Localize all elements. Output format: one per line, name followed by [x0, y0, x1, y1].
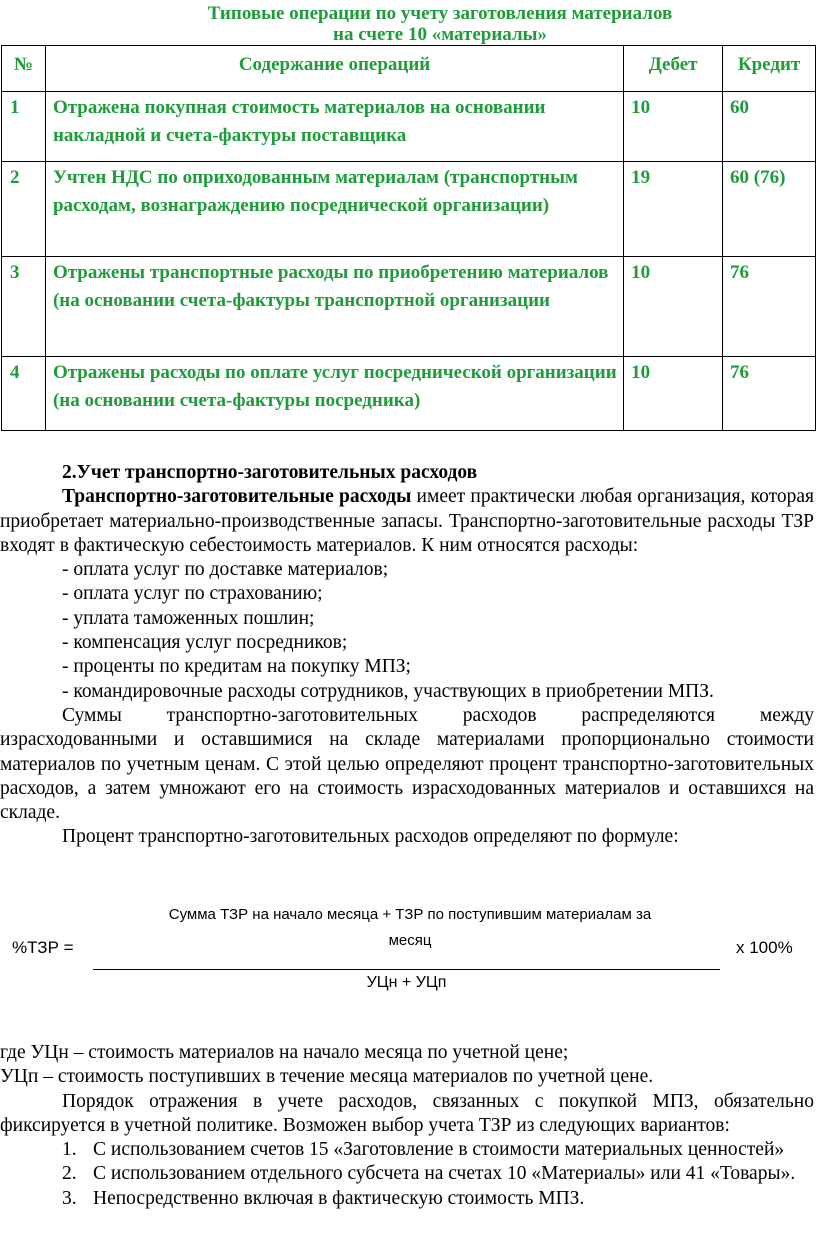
row-content: Отражены транспортные расходы по приобретению материалов (на основании счета-фактуры транспортной организации: [52, 262, 609, 311]
option-item: [0, 1162, 814, 1186]
row-num: 4: [10, 362, 20, 383]
row-credit: 60 (76): [730, 167, 786, 188]
row-debit: 10: [631, 97, 651, 118]
option-text: С использованием отдельного субсчета на счетах 10 «Материалы» или 41 «Товары».: [93, 1163, 796, 1185]
row-debit: 19: [631, 167, 651, 188]
table-header-row: [2, 46, 816, 92]
row-num: 3: [10, 262, 20, 283]
row-debit: 10: [631, 262, 651, 283]
row-num: 1: [10, 97, 20, 118]
intro-paragraph: [0, 485, 814, 558]
list-item: - оплата услуг по страхованию;: [62, 583, 323, 605]
numerator-line1: Сумма ТЗР на начало месяца + ТЗР по поступившим материалам за: [168, 906, 652, 923]
row-credit: 76: [730, 362, 750, 383]
formula-denominator: УЦн + УЦп: [366, 974, 447, 991]
definition-line: УЦп – стоимость поступивших в течение месяца материалов по учетной цене.: [0, 1066, 654, 1088]
list-item: - компенсация услуг посредников;: [62, 632, 348, 654]
option-number: 1.: [62, 1139, 77, 1161]
table-title-line2: на счете 10 «материалы»: [333, 24, 547, 45]
header-credit: Кредит: [723, 46, 816, 92]
list-item: - оплата услуг по доставке материалов;: [62, 559, 389, 581]
list-item: - проценты по кредитам на покупку МПЗ;: [62, 656, 411, 678]
row-content: Отражена покупная стоимость материалов на основании накладной и счета-фактуры поставщика: [52, 97, 546, 146]
table-row: [2, 92, 816, 162]
closing-body: [0, 1041, 814, 1211]
table-title-line1: Типовые операции по учету заготовления материалов: [207, 3, 673, 24]
option-item: [0, 1138, 814, 1162]
option-item: [0, 1187, 814, 1211]
header-content: Содержание операций: [45, 46, 623, 92]
header-debit: Дебет: [624, 46, 723, 92]
option-text: С использованием счетов 15 «Заготовление в стоимости материальных ценностей»: [93, 1139, 785, 1161]
intro-text: имеет практически любая организация, которая приобретает материально-производственные запасы. Транспортно-заготовительные расходы ТЗР входят в фактическую себестоимость материалов. К ним относятся расходы:: [0, 486, 814, 556]
formula-lhs: %ТЗР =: [12, 938, 74, 957]
row-content: Учтен НДС по оприходованным материалам (транспортным расходам, вознаграждению посреднической организации): [52, 167, 578, 216]
row-credit: 60: [730, 97, 750, 118]
policy-paragraph: Порядок отражения в учете расходов, связанных с покупкой МПЗ, обязательно фиксируется в учетной политике. Возможен выбор учета ТЗР из следующих вариантов:: [0, 1090, 814, 1136]
row-content: Отражены расходы по оплате услуг посреднической организации (на основании счета-фактуры посредника): [52, 362, 617, 411]
list-item: - уплата таможенных пошлин;: [62, 607, 315, 629]
table-row: [2, 357, 816, 431]
option-number: 2.: [62, 1163, 77, 1185]
numerator-line2: месяц: [388, 932, 432, 949]
list-item: - командировочные расходы сотрудников, участвующих в приобретении МПЗ.: [62, 680, 714, 702]
fraction-line: [93, 969, 720, 970]
formula-numerator: [90, 902, 730, 954]
table-title: [0, 3, 816, 45]
row-num: 2: [10, 167, 20, 188]
formula-intro: Процент транспортно-заготовительных расходов определяют по формуле:: [62, 826, 679, 848]
row-credit: 76: [730, 262, 750, 283]
table-row: [2, 257, 816, 357]
option-text: Непосредственно включая в фактическую стоимость МПЗ.: [93, 1187, 585, 1209]
intro-term: Транспортно-заготовительные расходы: [62, 486, 412, 508]
formula-rhs: х 100%: [736, 938, 793, 957]
table-row: [2, 162, 816, 257]
row-debit: 10: [631, 362, 651, 383]
operations-table: [1, 45, 816, 431]
header-num: №: [2, 46, 46, 92]
option-number: 3.: [62, 1187, 77, 1209]
section-body: [0, 461, 814, 850]
section-heading: 2.Учет транспортно-заготовительных расходов: [62, 462, 478, 483]
distribution-paragraph: Суммы транспортно-заготовительных расходов распределяются между израсходованными и оставшимися на складе материалами пропорционально стоимости материалов по учетным ценам. С этой целью определяют процент транспортно-заготовительных расходов, а затем умножают его на стоимость израсходованных материалов и оставшихся на складе.: [0, 704, 814, 824]
definition-line: где УЦн – стоимость материалов на начало месяца по учетной цене;: [0, 1042, 569, 1063]
